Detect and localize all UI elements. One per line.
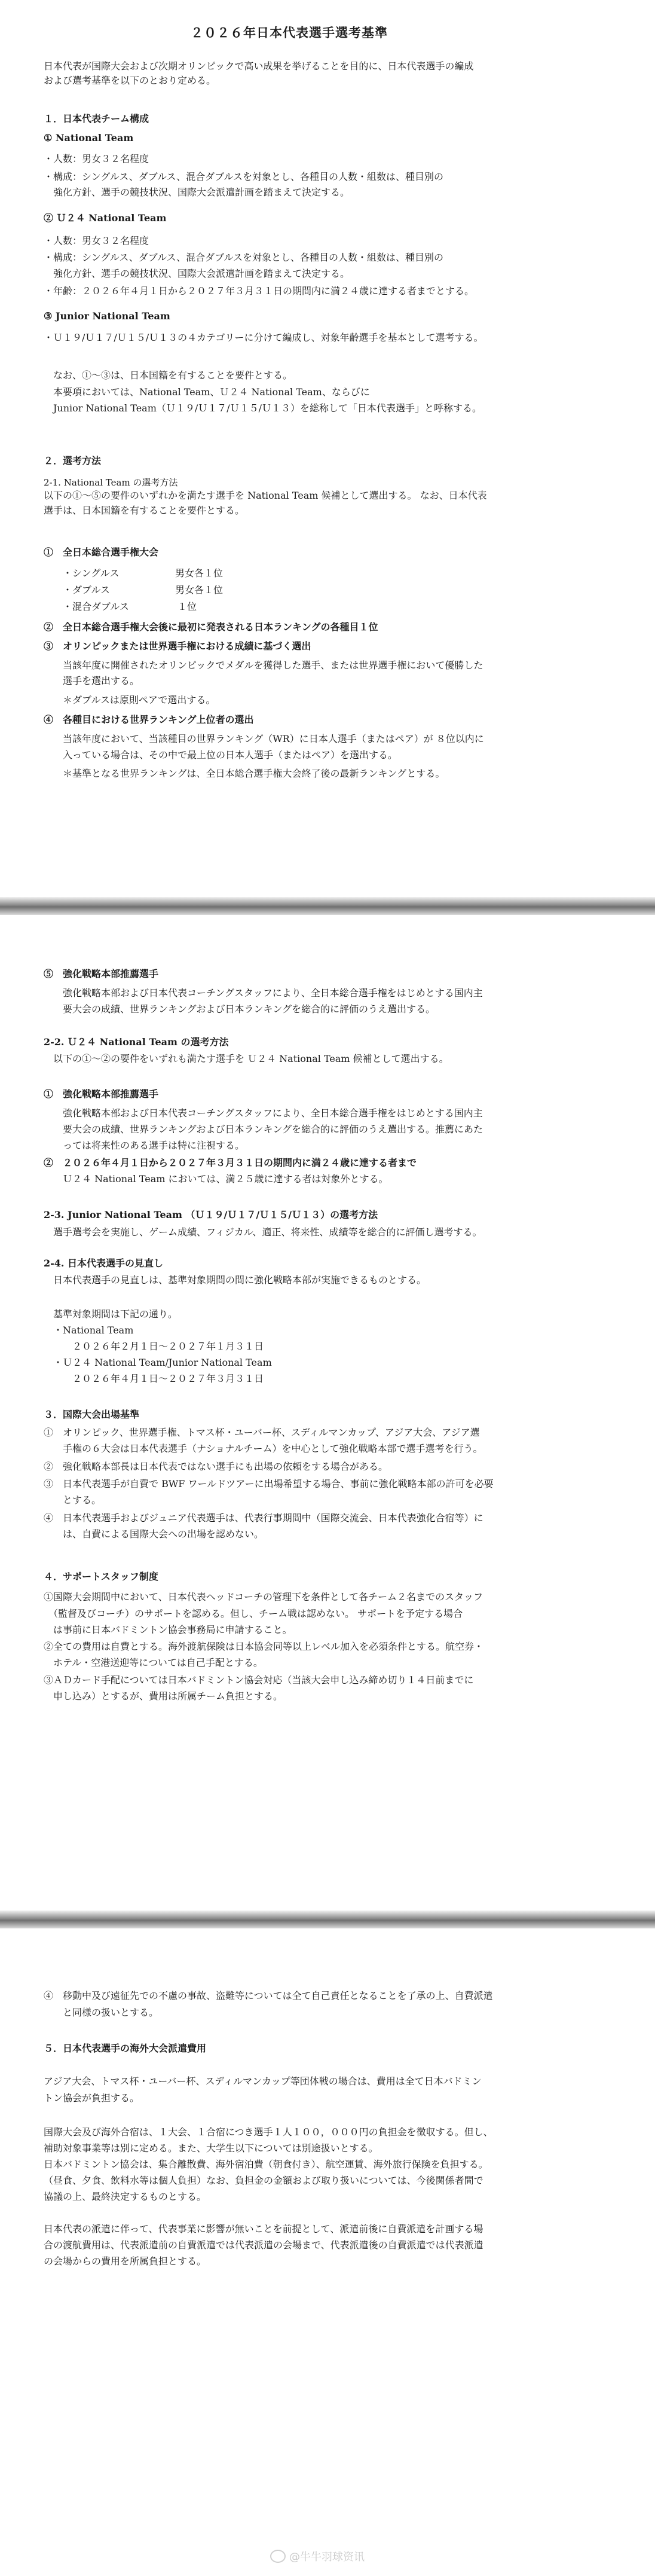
item-3-line: 当該年度に開催されたオリンピックでメダルを獲得した選手、または世界選手権において優勝した	[44, 660, 483, 671]
page-3	[0, 1928, 655, 2576]
period-line: ・National Team	[44, 1324, 134, 1336]
s4-line: ①国際大会期間中において、日本代表ヘッドコーチの管理下を条件として各チーム２名までのスタッフ	[44, 1591, 483, 1603]
para-3-line: 日本代表の派遣に伴って、代表事業に影響が無いことを前提として、派遣前後に自費派遣を計画する場	[44, 2223, 483, 2235]
sub2-item-2-line: Ｕ２４ National Team においては、満２５歳に達する者は対象外とする。	[44, 1173, 388, 1185]
event-label: ・混合ダブルス	[63, 601, 129, 612]
s3-line: は、自費による国際大会への出場を認めない。	[44, 1528, 264, 1540]
nt-line: ・構成：シングルス、ダブルス、混合ダブルスを対象とし、各種目の人数・組数は、種目別の	[44, 171, 444, 182]
period-line: ２０２６年２月１日～２０２７年１月３１日	[44, 1341, 264, 1352]
national-team-heading: ① National Team	[44, 132, 134, 144]
subsection-2-4: 2-4. 日本代表選手の見直し	[44, 1258, 164, 1269]
subsection-2-1: 2-1. National Team の選考方法	[44, 477, 178, 488]
sub3-line: 選手選考会を実施し、ゲーム成績、フィジカル、適正、将来性、成績等を総合的に評価し選考する。	[44, 1226, 482, 1238]
para-1-line: アジア大会、トマス杯・ユーバー杯、スディルマンカップ等団体戦の場合は、費用は全て日本バドミン	[44, 2076, 482, 2087]
weibo-logo-icon	[270, 2550, 286, 2563]
event-rank: 男女各１位	[175, 584, 224, 596]
s4-item-4-line: ④ 移動中及び遠征先での不慮の事故、盗難等については全て自己責任となることを了承の上、自費派遣	[44, 1990, 493, 2001]
sub2-item-1-line: 要大会の成績、世界ランキングおよび日本ランキングを総合的に評価のうえ選出する。推薦にあた	[44, 1124, 483, 1135]
subsection-2-2: 2-2. Ｕ２４ National Team の選考方法	[44, 1036, 229, 1048]
s4-line: ③ＡＤカード手配については日本バドミントン協会対応（当該大会申し込み締め切り１４日前までに	[44, 1674, 474, 1686]
item-5-heading: ⑤ 強化戦略本部推薦選手	[44, 968, 159, 979]
page-title: ２０２６年日本代表選手選考基準	[191, 25, 388, 40]
s4-line: は事前に日本バドミントン協会事務局に申請すること。	[44, 1624, 292, 1635]
s3-line: 手権の６大会は日本代表選手（ナショナルチーム）を中心として強化戦略本部で選手選考を行う。	[44, 1443, 483, 1454]
item-2-heading: ② 全日本総合選手権大会後に最初に発表される日本ランキングの各種目１位	[44, 621, 378, 633]
page-divider	[0, 1910, 655, 1928]
para-3-line: 合の渡航費用は、代表派遣前の自費派遣では代表派遣の会場まで、代表派遣後の自費派遣では代表派遣	[44, 2239, 483, 2251]
item-5-line: 強化戦略本部および日本代表コーチングスタッフにより、全日本総合選手権をはじめとする国内主	[44, 987, 483, 999]
s4-item-4-line: と同様の扱いとする。	[44, 2007, 159, 2018]
s3-line: ④ 日本代表選手およびジュニア代表選手は、代表行事期間中（国際交流会、日本代表強化合宿等）に	[44, 1512, 483, 1524]
s3-line: ③ 日本代表選手が自費で BWF ワールドツアーに出場希望する場合、事前に強化戦略本部の許可を必要	[44, 1478, 494, 1490]
s4-line: （監督及びコーチ）のサポートを認める。但し、チーム戦は認めない。 サポートを予定する場合	[44, 1608, 463, 1619]
s3-line: ② 強化戦略本部長は日本代表ではない選手にも出場の依頼をする場合がある。	[44, 1461, 388, 1472]
para-2-line: 国際大会及び海外合宿は、１大会、１合宿につき選手１人１００，０００円の負担金を徴収する。但し、	[44, 2126, 493, 2138]
s4-line: ホテル・空港送迎等については自己手配とする。	[44, 1657, 263, 1668]
para-2-line: 日本バドミントン協会は、集合離散費、海外宿泊費（朝食付き）、航空運賃、海外旅行保険を負担する。	[44, 2159, 488, 2170]
watermark-text: @牛牛羽球资讯	[289, 2551, 365, 2563]
event-rank: 男女各１位	[175, 567, 224, 579]
subsection-2-3: 2-3. Junior National Team （Ｕ１９/Ｕ１７/Ｕ１５/Ｕ１３）の選考方法	[44, 1209, 378, 1220]
s4-line: ②全ての費用は自費とする。海外渡航保険は日本協会同等以上レベル加入を必須条件とする。航空券・	[44, 1641, 484, 1652]
sub1-line: 以下の①～⑤の要件のいずれかを満たす選手を National Team 候補として選出する。 なお、日本代表	[44, 490, 487, 501]
item-3-line: 選手を選出する。	[44, 675, 140, 686]
item-3-heading: ③ オリンピックまたは世界選手権における成績に基づく選出	[44, 640, 311, 652]
item-5-line: 要大会の成績、世界ランキングおよび日本ランキングを総合的に評価のうえ選出する。	[44, 1003, 436, 1015]
note-line: Junior National Team（Ｕ１９/Ｕ１７/Ｕ１５/Ｕ１３）を総称して「日本代表選手」と呼称する。	[44, 402, 482, 414]
section-3-heading: ３．国際大会出場基準	[44, 1409, 140, 1420]
period-intro: 基準対象期間は下記の通り。	[44, 1308, 178, 1320]
sub4-line: 日本代表選手の見直しは、基準対象期間の間に強化戦略本部が実施できるものとする。	[44, 1274, 427, 1286]
event-label: ・ダブルス	[63, 584, 110, 596]
para-1-line: トン協会が負担する。	[44, 2092, 140, 2104]
s4-line: 申し込み）とするが、費用は所属チーム負担とする。	[44, 1690, 283, 1702]
sub2-item-2-heading: ② ２０２６年４月１日から２０２７年３月３１日の期間内に満２４歳に達する者まで	[44, 1157, 417, 1168]
period-line: ・Ｕ２４ National Team/Junior National Team	[44, 1357, 272, 1368]
sub1-line: 選手は、日本国籍を有することを要件とする。	[44, 505, 245, 516]
section-4-heading: ４．サポートスタッフ制度	[44, 1571, 158, 1582]
u24-line: ・構成：シングルス、ダブルス、混合ダブルスを対象とし、各種目の人数・組数は、種目別の	[44, 252, 444, 263]
sub2-item-1-line: 強化戦略本部および日本代表コーチングスタッフにより、全日本総合選手権をはじめとする国内主	[44, 1107, 483, 1119]
para-2-line: 補助対象事業等は別に定める。また、大学生以下については別途扱いとする。	[44, 2142, 378, 2154]
event-label: ・シングルス	[63, 567, 120, 579]
watermark	[270, 2548, 365, 2564]
s3-line: とする。	[44, 1494, 102, 1506]
item-4-heading: ④ 各種目における世界ランキング上位者の選出	[44, 714, 254, 725]
para-3-line: の会場からの費用を所属負担とする。	[44, 2255, 207, 2267]
para-2-line: 協議の上、最終決定するものとする。	[44, 2191, 207, 2202]
item-4-line: 入っている場合は、その中で最上位の日本人選手（またはペア）を選出する。	[44, 749, 398, 761]
page-2	[0, 915, 655, 1910]
intro-line: 日本代表が国際大会および次期オリンピックで高い成果を挙げることを目的に、日本代表選手の編成	[44, 60, 474, 72]
event-rank: １位	[177, 601, 197, 612]
period-line: ２０２６年４月１日～２０２７年３月３１日	[44, 1373, 264, 1384]
u24-line: ・年齢：２０２６年４月１日から２０２７年３月３１日の期間内に満２４歳に達する者までとする。	[44, 285, 475, 297]
s3-line: ① オリンピック、世界選手権、トマス杯・ユーバー杯、スディルマンカップ、アジア大会、アジア選	[44, 1427, 480, 1438]
sub2-item-1-line: っては将来性のある選手は特に注視する。	[44, 1140, 245, 1151]
item-3-line: ＊ダブルスは原則ペアで選出する。	[44, 694, 216, 706]
section-1-heading: １．日本代表チーム構成	[44, 113, 149, 124]
section-5-heading: ５．日本代表選手の海外大会派遣費用	[44, 2043, 207, 2054]
sub2-item-1-heading: ① 強化戦略本部推薦選手	[44, 1088, 159, 1100]
item-4-line: ＊基準となる世界ランキングは、全日本総合選手権大会終了後の最新ランキングとする。	[44, 768, 445, 779]
sub2-intro: 以下の①～②の要件をいずれも満たす選手を Ｕ２４ National Team 候補として選出する。	[44, 1053, 449, 1064]
item-1-heading: ① 全日本総合選手権大会	[44, 547, 159, 558]
note-line: なお、①～③は、日本国籍を有することを要件とする。	[44, 370, 293, 381]
page-divider	[0, 897, 655, 915]
page-1	[0, 0, 655, 897]
u24-line: 強化方針、選手の競技状況、国際大会派遣計画を踏まえて決定する。	[44, 268, 350, 279]
note-line: 本要項においては、National Team、Ｕ２４ National Team、ならびに	[44, 386, 370, 398]
section-2-heading: ２．選考方法	[44, 455, 102, 466]
nt-line: 強化方針、選手の競技状況、国際大会派遣計画を踏まえて決定する。	[44, 187, 350, 198]
intro-line: および選考基準を以下のとおり定める。	[44, 75, 216, 86]
jnt-line: ・Ｕ１９/Ｕ１７/Ｕ１５/Ｕ１３の４カテゴリーに分けて編成し、対象年齢選手を基本として選考する。	[44, 332, 483, 343]
u24-team-heading: ② Ｕ２４ National Team	[44, 212, 167, 224]
para-2-line: （昼食、夕食、飲料水等は個人負担）なお、負担金の金額および取り扱いについては、今後関係者間で	[44, 2175, 483, 2186]
junior-team-heading: ③ Junior National Team	[44, 310, 170, 322]
u24-line: ・人数：男女３２名程度	[44, 235, 149, 246]
nt-line: ・人数：男女３２名程度	[44, 153, 149, 164]
item-4-line: 当該年度において、当該種目の世界ランキング（WR）に日本人選手（またはペア）が ８位以内に	[44, 733, 484, 744]
